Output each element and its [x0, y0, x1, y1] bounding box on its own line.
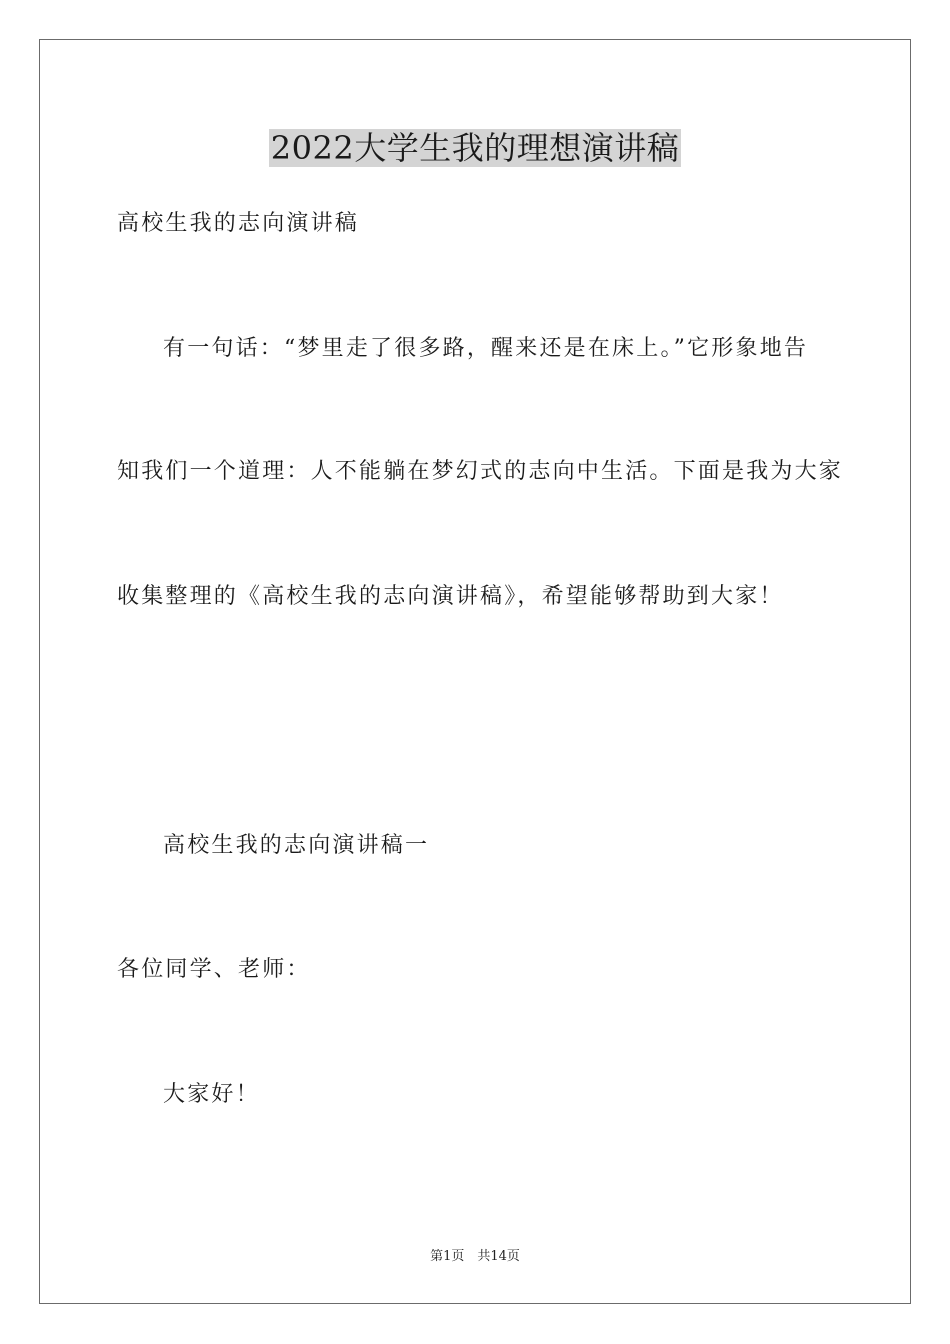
greeting-salutation: 各位同学、老师：	[117, 957, 311, 982]
paragraph-line: 收集整理的《高校生我的志向演讲稿》，希望能够帮助到大家！	[117, 584, 784, 609]
paragraph-line: 有一句话：“梦里走了很多路，醒来还是在床上。”它形象地告	[163, 336, 809, 361]
page-number-footer: 第1页 共14页	[430, 1249, 520, 1264]
document-title	[0, 126, 950, 170]
paragraph-line: 知我们一个道理：人不能躺在梦幻式的志向中生活。下面是我为大家	[117, 459, 844, 484]
subtitle-line: 高校生我的志向演讲稿	[117, 211, 360, 236]
document-title-text: 2022大学生我的理想演讲稿	[270, 129, 680, 167]
greeting-line: 大家好！	[163, 1082, 260, 1107]
section-heading: 高校生我的志向演讲稿一	[163, 833, 430, 858]
